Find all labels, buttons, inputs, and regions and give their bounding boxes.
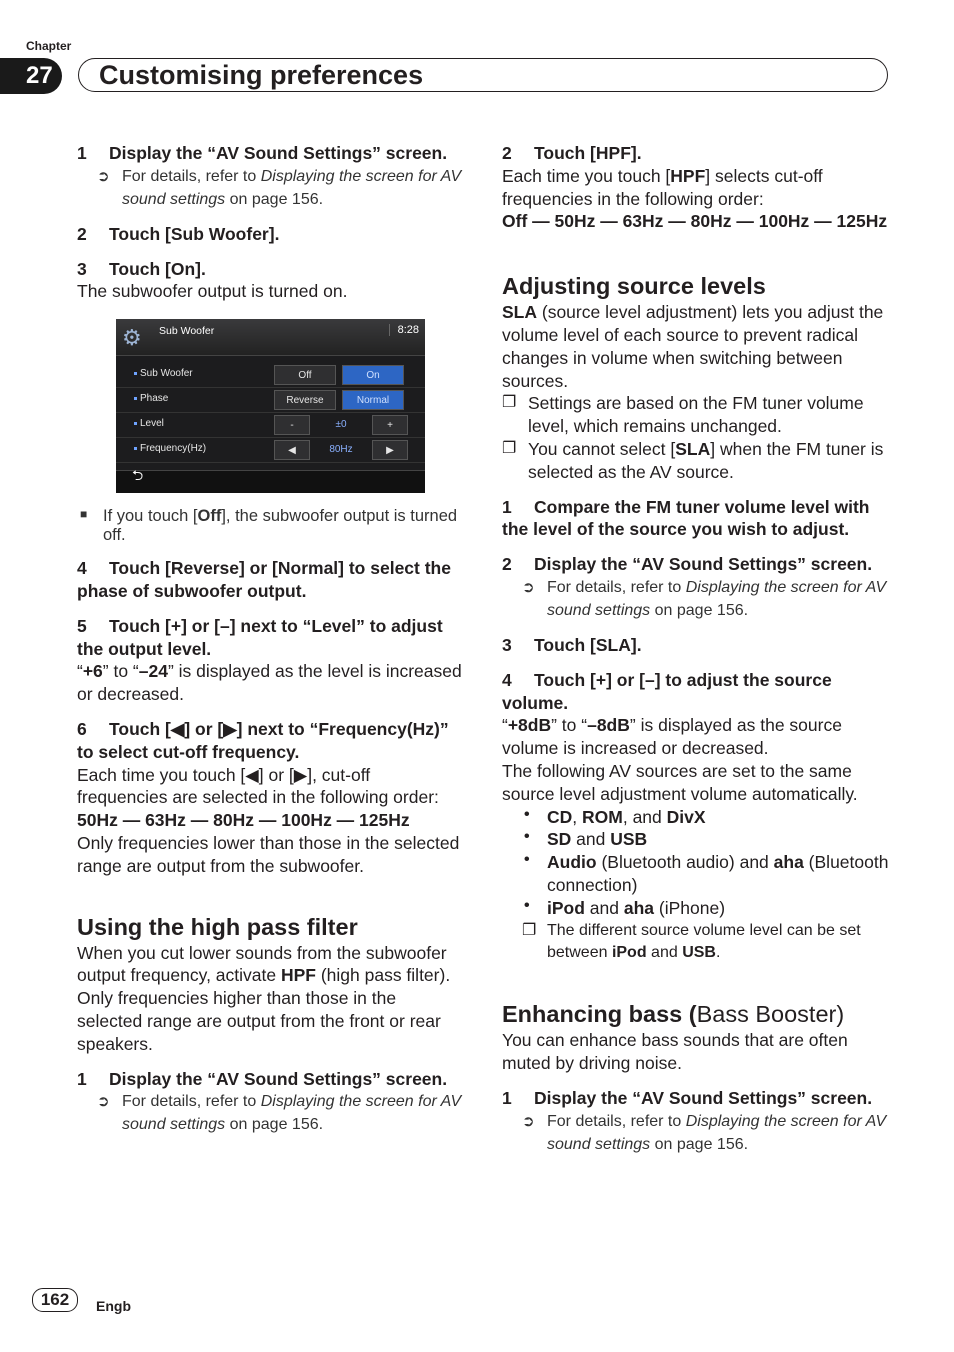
reference-note bbox=[502, 576, 890, 622]
sla-step-3 bbox=[502, 634, 890, 657]
gear-icon: ⚙ bbox=[122, 325, 142, 351]
step-4-phase bbox=[77, 557, 465, 603]
minus-button[interactable]: - bbox=[274, 415, 310, 435]
step-text: Touch [HPF]. bbox=[534, 143, 642, 163]
body-text: ” to “ bbox=[102, 661, 139, 682]
body-bold: DivX bbox=[666, 806, 706, 827]
bullet-text bbox=[547, 897, 890, 920]
sub-woofer-screen bbox=[116, 319, 425, 493]
body-text: “ bbox=[77, 661, 83, 682]
chapter-number: 27 bbox=[0, 58, 62, 94]
arrow-icon: ➲ bbox=[97, 167, 110, 185]
sla-note-1 bbox=[502, 392, 890, 438]
step-6-body: Each time you touch [◀] or [▶], cut-off frequencies are selected in the following order: bbox=[77, 764, 439, 808]
checkbox-icon: ❐ bbox=[502, 394, 517, 412]
sla-note-2 bbox=[502, 438, 890, 484]
body-text: (Bluetooth audio) and bbox=[596, 852, 774, 873]
right-column bbox=[502, 140, 890, 1156]
note-text: For details, refer to bbox=[122, 167, 261, 185]
heading-text-light: Bass Booster) bbox=[696, 1001, 845, 1028]
source-bullet-2 bbox=[502, 828, 890, 851]
body-bold: ROM bbox=[582, 806, 623, 827]
body-text: (iPhone) bbox=[654, 897, 726, 918]
body-bold: CD bbox=[547, 806, 573, 827]
body-bold: aha bbox=[623, 897, 655, 918]
body-text: (source level adjustment) lets you adjust the volume level of each source to prevent radical changes in volume when switching between sources. bbox=[502, 302, 884, 391]
off-note bbox=[77, 507, 465, 545]
body-bold: SLA bbox=[502, 302, 537, 323]
body-bold: Audio bbox=[547, 852, 597, 873]
frequency-order: 50Hz — 63Hz — 80Hz — 100Hz — 125Hz bbox=[77, 810, 410, 831]
heading-bass-booster bbox=[502, 999, 890, 1029]
note-text: . bbox=[715, 944, 721, 962]
note-text: The different source volume level can be set between bbox=[547, 921, 861, 962]
step-text: Touch [Sub Woofer]. bbox=[109, 223, 280, 244]
note-link: Displaying the screen for AV sound settings bbox=[122, 167, 462, 208]
note-bold: iPod bbox=[611, 944, 647, 962]
row-label: Sub Woofer bbox=[140, 368, 193, 380]
body-text: and bbox=[571, 829, 611, 850]
body-text: , and bbox=[622, 806, 667, 827]
row-label: Phase bbox=[140, 393, 169, 405]
checkbox-icon: ❐ bbox=[502, 439, 517, 457]
source-subnote bbox=[502, 920, 890, 966]
row-sub-woofer bbox=[116, 363, 425, 388]
sla-step-2 bbox=[502, 553, 890, 576]
reference-note bbox=[502, 1110, 890, 1156]
screen-title: Sub Woofer bbox=[159, 325, 215, 338]
note-text: ], the subwoofer output is turned off. bbox=[103, 507, 458, 545]
chapter-title-frame bbox=[78, 58, 888, 92]
plus-button[interactable]: + bbox=[372, 415, 408, 435]
step-text: Display the “AV Sound Settings” screen. bbox=[109, 143, 448, 163]
step-text: Display the “AV Sound Settings” screen. bbox=[534, 1087, 873, 1108]
step-number: 2 bbox=[502, 143, 512, 163]
hpf-step-1 bbox=[77, 1068, 465, 1091]
note-text: ] when the FM tuner is selected as the AV source. bbox=[528, 438, 884, 482]
arrow-icon: ➲ bbox=[522, 578, 535, 596]
body-text: (Bluetooth connection) bbox=[547, 852, 889, 895]
body-text: ” to “ bbox=[551, 715, 588, 736]
body-text: ] selects cut-off frequencies in the following order: bbox=[502, 165, 823, 209]
step-text: Touch [On]. bbox=[109, 258, 206, 279]
heading-high-pass-filter: Using the high pass filter bbox=[77, 913, 358, 940]
body-text: and bbox=[584, 897, 624, 918]
arrow-icon: ➲ bbox=[97, 1093, 110, 1111]
body-bold: +6 bbox=[82, 661, 103, 682]
body-bold: USB bbox=[610, 829, 648, 850]
step-text: Compare the FM tuner volume level with the level of the source you wish to adjust. bbox=[502, 496, 870, 540]
note-text: For details, refer to bbox=[122, 1093, 261, 1111]
row-phase bbox=[116, 388, 425, 413]
step-number: 6 bbox=[77, 718, 87, 739]
step-number: 2 bbox=[502, 554, 512, 575]
heading-source-levels: Adjusting source levels bbox=[502, 273, 766, 300]
source-bullet-4 bbox=[502, 897, 890, 920]
hpf-frequency-order bbox=[502, 210, 890, 233]
body-text: “ bbox=[502, 715, 508, 736]
reference-note bbox=[77, 1090, 465, 1136]
note-bold: USB bbox=[682, 944, 716, 962]
page-number: 162 bbox=[32, 1288, 78, 1312]
note-text: For details, refer to bbox=[547, 1112, 686, 1130]
frequency-value: 80Hz bbox=[329, 444, 353, 456]
source-bullet-1 bbox=[502, 806, 890, 829]
note-text: on page 156. bbox=[225, 1116, 324, 1134]
row-label: Level bbox=[140, 418, 164, 430]
on-button[interactable]: On bbox=[342, 365, 404, 385]
frequency-order: Off — 50Hz — 63Hz — 80Hz — 100Hz — 125Hz bbox=[502, 211, 888, 232]
source-bullet-3 bbox=[502, 851, 890, 897]
checkbox-icon: ❐ bbox=[522, 921, 537, 939]
body-bold: iPod bbox=[547, 897, 585, 918]
sla-step-4-body bbox=[502, 714, 890, 760]
step-number: 1 bbox=[502, 496, 512, 517]
note-text bbox=[547, 920, 890, 966]
footer-language: Engb bbox=[96, 1298, 131, 1314]
step-number: 1 bbox=[77, 143, 87, 163]
reverse-button[interactable]: Reverse bbox=[274, 390, 336, 410]
step-number: 3 bbox=[77, 258, 87, 279]
screen-bottombar bbox=[116, 470, 425, 493]
note-text: and bbox=[646, 944, 683, 962]
bullet-dot: • bbox=[524, 805, 530, 823]
step-5-body bbox=[77, 660, 465, 706]
bullet-text bbox=[547, 806, 890, 829]
body-bold: –8dB bbox=[587, 715, 630, 736]
bullet-text bbox=[547, 828, 890, 851]
sla-step-4-body-2: The following AV sources are set to the same source level adjustment volume automatically. bbox=[502, 760, 858, 804]
body-text: When you cut lower sounds from the subwoofer output frequency, activate bbox=[77, 942, 447, 986]
hpf-step-2-body bbox=[502, 165, 890, 211]
bullet-dot: • bbox=[524, 828, 530, 846]
step-text: Touch [SLA]. bbox=[534, 634, 642, 655]
note-text: on page 156. bbox=[650, 1135, 749, 1153]
body-bold: SD bbox=[547, 829, 572, 850]
note-bold: Off bbox=[197, 507, 222, 526]
sla-step-4 bbox=[502, 669, 890, 715]
bass-body: You can enhance bass sounds that are often muted by driving noise. bbox=[502, 1030, 848, 1073]
step-1-display-av-sound bbox=[77, 142, 465, 165]
step-text: Display the “AV Sound Settings” screen. bbox=[109, 1068, 448, 1089]
body-bold: +8dB bbox=[507, 715, 552, 736]
step-text: Touch [◀] or [▶] next to “Frequency(Hz)” to select cut-off frequency. bbox=[77, 718, 449, 762]
step-number: 3 bbox=[502, 634, 512, 655]
sla-step-1 bbox=[502, 496, 890, 542]
body-text: (high pass filter). Only frequencies higher than those in the selected range are output from the front or rear speakers. bbox=[77, 965, 451, 1054]
body-bold: HPF bbox=[670, 165, 706, 186]
hpf-body bbox=[77, 942, 465, 1056]
back-icon[interactable]: ⮌ bbox=[132, 467, 144, 484]
arrow-icon: ➲ bbox=[522, 1112, 535, 1130]
row-level bbox=[116, 413, 425, 438]
step-6-frequency-order bbox=[77, 809, 465, 832]
note-link: Displaying the screen for AV sound settings bbox=[122, 1093, 462, 1134]
heading-text: Enhancing bass ( bbox=[502, 1001, 697, 1028]
square-bullet-icon: ■ bbox=[80, 507, 88, 522]
step-text: Display the “AV Sound Settings” screen. bbox=[534, 554, 873, 575]
step-6-frequency bbox=[77, 718, 465, 764]
normal-button[interactable]: Normal bbox=[342, 390, 404, 410]
clock: 8:28 bbox=[389, 324, 419, 336]
left-column bbox=[77, 140, 465, 1136]
row-label: Frequency(Hz) bbox=[140, 443, 207, 455]
note-link: Displaying the screen for AV sound settings bbox=[547, 1112, 887, 1153]
step-number: 1 bbox=[77, 1068, 87, 1089]
body-bold: –24 bbox=[138, 661, 168, 682]
step-number: 2 bbox=[77, 223, 87, 244]
step-text: Touch [Reverse] or [Normal] to select the phase of subwoofer output. bbox=[77, 558, 451, 601]
freq-right-button[interactable]: ▶ bbox=[372, 440, 408, 460]
note-text bbox=[528, 438, 890, 484]
step-number: 4 bbox=[77, 558, 87, 579]
bullet-dot: • bbox=[524, 851, 530, 869]
bullet-dot: • bbox=[524, 896, 530, 914]
hpf-step-2 bbox=[502, 142, 890, 165]
note-text: For details, refer to bbox=[547, 578, 686, 596]
step-2-sub-woofer bbox=[77, 223, 465, 246]
off-button[interactable]: Off bbox=[274, 365, 336, 385]
body-text: ” is displayed as the level is increased or decreased. bbox=[77, 661, 462, 705]
reference-note bbox=[77, 165, 465, 211]
body-bold: aha bbox=[773, 852, 804, 873]
step-3-on bbox=[77, 258, 465, 281]
step-6-body-2: Only frequencies lower than those in the selected range are output from the subwoofer. bbox=[77, 832, 460, 876]
note-link: Displaying the screen for AV sound settings bbox=[547, 578, 887, 619]
bass-step-1 bbox=[502, 1087, 890, 1110]
level-value: ±0 bbox=[335, 419, 347, 431]
step-text: Touch [+] or [–] next to “Level” to adjust the output level. bbox=[77, 615, 443, 659]
step-text: Touch [+] or [–] to adjust the source volume. bbox=[502, 669, 832, 713]
step-number: 5 bbox=[77, 615, 87, 636]
note-bold: SLA bbox=[675, 438, 711, 459]
note-text: If you touch [ bbox=[103, 507, 198, 526]
chapter-label: Chapter bbox=[26, 39, 72, 53]
note-text: Settings are based on the FM tuner volume level, which remains unchanged. bbox=[528, 393, 864, 437]
step-number: 1 bbox=[502, 1087, 512, 1108]
screen-topbar bbox=[116, 319, 425, 356]
step-3-body: The subwoofer output is turned on. bbox=[77, 281, 348, 302]
note-text: on page 156. bbox=[650, 601, 749, 619]
body-text: ” is displayed as the source volume is increased or decreased. bbox=[502, 715, 842, 759]
step-5-level bbox=[77, 615, 465, 661]
note-text: You cannot select [ bbox=[528, 438, 676, 459]
chapter-title: Customising preferences bbox=[99, 60, 424, 90]
body-text: Each time you touch [ bbox=[502, 165, 671, 186]
bullet-text bbox=[547, 851, 890, 897]
sla-body bbox=[502, 301, 890, 392]
body-bold: HPF bbox=[280, 965, 316, 986]
body-text: , bbox=[572, 806, 583, 827]
note-text: on page 156. bbox=[225, 190, 324, 208]
row-frequency bbox=[116, 438, 425, 463]
step-number: 4 bbox=[502, 669, 512, 690]
freq-left-button[interactable]: ◀ bbox=[274, 440, 310, 460]
